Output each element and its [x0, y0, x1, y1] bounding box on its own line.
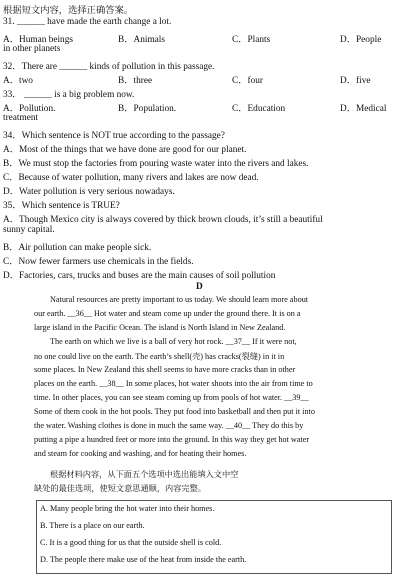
question-33-options: [0, 100, 404, 112]
passage-line: no one could live on the earth. The earth’s shell(壳) has cracks(裂缝) in it in: [34, 352, 285, 361]
section-heading: D: [196, 282, 203, 292]
question-34-stem: 34．Which sentence is NOT true according to the passage?: [3, 131, 225, 141]
q33-option-a: A．Pollution.: [3, 104, 56, 114]
q31-option-d: D．People: [340, 35, 382, 45]
q32-option-d: D．five: [340, 76, 371, 86]
passage-line: The earth on which we live is a ball of very hot rock. __37__ If it were not,: [50, 337, 297, 346]
question-31-options: [0, 31, 404, 43]
q35-option-c: C．Now fewer farmers use chemicals in the fields.: [3, 257, 194, 267]
question-31-stem: 31. ______ have made the earth change a lot.: [3, 17, 172, 27]
section-instruction: 根据短文内容，选择正确答案。: [3, 6, 134, 16]
q34-option-b: B．We must stop the factories from pouring waste water into the rivers and lakes.: [3, 159, 309, 169]
passage-line: places on the earth. __38__ In some places, hot water shoots into the air from time to: [34, 379, 313, 388]
q33-option-b: B．Population.: [118, 104, 177, 114]
question-32-options: [0, 72, 404, 84]
passage-line: large island in the Pacific Ocean. The island is North Island in New Zealand.: [34, 323, 286, 332]
passage-line: time. In other places, you can see steam coming up from pools of hot water. __39__: [34, 393, 309, 402]
q35-option-a-continuation: sunny capital.: [3, 225, 55, 235]
choice-d: D. The people there make use of the heat from inside the earth.: [40, 555, 247, 564]
passage-line: some places. In New Zealand this shell seems to have more cracks than in other: [34, 365, 296, 374]
question-31-option-d-continuation: in other planets: [3, 44, 61, 54]
fill-in-instruction: 缺处的最佳选项，使短文意思通顺，内容完整。: [34, 484, 206, 493]
question-32-stem: 32．There are ______ kinds of pollution in this passage.: [3, 62, 215, 72]
passage-line: and steam for cooking and washing, and for heating their homes.: [34, 449, 247, 458]
q33-option-d: D．Medical: [340, 104, 387, 114]
q34-option-c: C．Because of water pollution, many rivers and lakes are now dead.: [3, 173, 259, 183]
q33-option-c: C．Education: [232, 104, 286, 114]
choice-a: A. Many people bring the hot water into their homes.: [40, 504, 215, 513]
q35-option-d: D．Factories, cars, trucks and buses are the main causes of soil pollution: [3, 271, 276, 281]
question-33-option-d-continuation: treatment: [3, 113, 39, 123]
passage-line: the water. Washing clothes is done in much the same way. __40__ They do this by: [34, 421, 304, 430]
question-33-stem: 33． ______ is a big problem now.: [3, 90, 135, 100]
q35-option-b: B．Air pollution can make people sick.: [3, 243, 152, 253]
q34-option-a: A．Most of the things that we have done are good for our planet.: [3, 145, 247, 155]
q35-option-a: A．Though Mexico city is always covered by thick brown clouds, it’s still a beautiful: [3, 215, 323, 225]
choice-b: B. There is a place on our earth.: [40, 521, 145, 530]
question-35-stem: 35．Which sentence is TRUE?: [3, 201, 120, 211]
fill-in-instruction: 根据材料内容，从下面五个选项中选出能填入文中空: [50, 470, 239, 479]
q31-option-c: C．Plants: [232, 35, 271, 45]
q32-option-b: B．three: [118, 76, 153, 86]
passage-line: Natural resources are pretty important to us today. We should learn more about: [50, 295, 309, 304]
q31-option-b: B．Animals: [118, 35, 166, 45]
passage-line: Some of them cook in the hot pools. They put food into basketball and then put it into: [34, 407, 315, 416]
passage-line: putting a pipe a hundred feet or more into the ground. In this way they get hot water: [34, 435, 310, 444]
q32-option-a: A．two: [3, 76, 33, 86]
q32-option-c: C．four: [232, 76, 263, 86]
q31-option-a: A．Human beings: [3, 35, 73, 45]
q34-option-d: D．Water pollution is very serious nowadays.: [3, 187, 175, 197]
choice-c: C. It is a good thing for us that the outside shell is cold.: [40, 538, 222, 547]
passage-line: our earth. __36__ Hot water and steam come up under the ground there. It is on a: [34, 309, 301, 318]
